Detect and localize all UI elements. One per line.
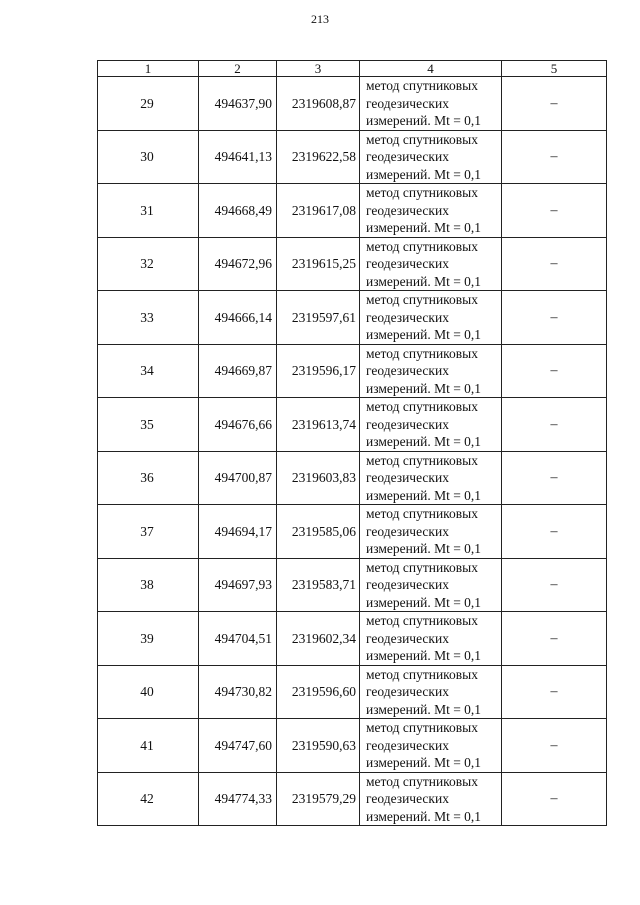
method-cell [360,237,502,291]
method-cell [360,77,502,131]
method-line: геодезических [366,256,449,271]
point-number-cell: 38 [98,558,199,612]
method-line: измерений. Mt = 0,1 [366,648,482,663]
method-line: геодезических [366,470,449,485]
point-number-cell: 29 [98,77,199,131]
point-number-cell: 40 [98,665,199,719]
method-line: измерений. Mt = 0,1 [366,594,482,610]
coordinate-y-cell: 2319617,08 [277,184,360,238]
coordinate-y-cell: 2319590,63 [277,719,360,773]
method-line: измерений. Mt = 0,1 [366,808,482,824]
method-line: метод спутниковых [366,452,478,468]
method-line: геодезических [366,577,449,592]
coordinate-x-cell: 494774,33 [199,772,277,826]
note-cell: – [502,558,607,612]
note-cell: – [502,237,607,291]
method-line: измерений. Mt = 0,1 [366,113,482,128]
method-line: измерений. Mt = 0,1 [366,541,482,556]
method-line: измерений. Mt = 0,1 [366,434,482,449]
note-cell: – [502,291,607,345]
table-row [98,184,607,238]
note-cell: – [502,344,607,398]
method-line: измерений. Mt = 0,1 [366,220,482,235]
method-cell [360,451,502,505]
coordinate-y-cell: 2319583,71 [277,558,360,612]
point-number-cell: 30 [98,130,199,184]
method-line: метод спутниковых [366,131,478,147]
table-row [98,612,607,666]
coordinate-x-cell: 494637,90 [199,77,277,131]
point-number-cell: 39 [98,612,199,666]
note-cell: – [502,612,607,666]
method-line: метод спутниковых [366,399,478,414]
note-cell: – [502,665,607,719]
method-line: измерений. Mt = 0,1 [366,166,482,182]
note-cell: – [502,77,607,131]
coordinate-x-cell: 494666,14 [199,291,277,345]
method-cell [360,719,502,773]
method-line: метод спутниковых [366,345,478,361]
note-cell: – [502,184,607,238]
table-row [98,505,607,559]
coordinate-y-cell: 2319615,25 [277,237,360,291]
method-line: геодезических [366,149,449,164]
header-cell-4: 4 [360,61,502,77]
method-cell [360,612,502,666]
coordinate-y-cell: 2319597,61 [277,291,360,345]
method-cell [360,184,502,238]
method-line: метод спутниковых [366,238,478,254]
coordinate-x-cell: 494700,87 [199,451,277,505]
page-number: 213 [311,12,329,26]
table-row [98,344,607,398]
coordinate-x-cell: 494641,13 [199,130,277,184]
note-cell: – [502,130,607,184]
method-line: метод спутниковых [366,666,478,682]
coordinate-y-cell: 2319602,34 [277,612,360,666]
method-line: метод спутниковых [366,78,478,93]
table-row [98,719,607,773]
method-line: геодезических [366,737,449,753]
method-line: метод спутниковых [366,559,478,575]
method-line: измерений. Mt = 0,1 [366,380,482,396]
coordinate-x-cell: 494704,51 [199,612,277,666]
note-cell: – [502,398,607,452]
coordinate-y-cell: 2319579,29 [277,772,360,826]
method-line: измерений. Mt = 0,1 [366,755,482,770]
point-number-cell: 32 [98,237,199,291]
method-cell [360,130,502,184]
coordinate-y-cell: 2319585,06 [277,505,360,559]
header-cell-3: 3 [277,61,360,77]
method-line: геодезических [366,630,449,646]
coordinate-x-cell: 494676,66 [199,398,277,452]
note-cell: – [502,772,607,826]
coordinate-y-cell: 2319596,17 [277,344,360,398]
method-line: геодезических [366,416,449,432]
table-row [98,77,607,131]
method-cell [360,665,502,719]
header-cell-2: 2 [199,61,277,77]
coordinates-table [97,60,607,826]
coordinate-x-cell: 494697,93 [199,558,277,612]
method-cell [360,398,502,452]
method-line: геодезических [366,202,449,218]
table-row [98,772,607,826]
coordinate-x-cell: 494730,82 [199,665,277,719]
method-line: геодезических [366,523,449,539]
method-line: метод спутниковых [366,773,478,789]
coordinate-x-cell: 494672,96 [199,237,277,291]
method-line: геодезических [366,791,449,806]
method-line: геодезических [366,95,449,111]
coordinate-y-cell: 2319622,58 [277,130,360,184]
method-cell [360,344,502,398]
method-line: геодезических [366,684,449,699]
method-cell [360,505,502,559]
header-cell-5: 5 [502,61,607,77]
table-body [98,61,607,826]
coordinate-x-cell: 494694,17 [199,505,277,559]
method-cell [360,772,502,826]
point-number-cell: 37 [98,505,199,559]
method-cell [360,291,502,345]
point-number-cell: 31 [98,184,199,238]
method-line: измерений. Mt = 0,1 [366,327,482,342]
method-line: метод спутниковых [366,506,478,521]
point-number-cell: 41 [98,719,199,773]
note-cell: – [502,719,607,773]
method-line: измерений. Mt = 0,1 [366,487,482,503]
coordinate-x-cell: 494669,87 [199,344,277,398]
point-number-cell: 35 [98,398,199,452]
note-cell: – [502,505,607,559]
table-row [98,130,607,184]
coordinate-y-cell: 2319613,74 [277,398,360,452]
coordinate-x-cell: 494747,60 [199,719,277,773]
table-row [98,398,607,452]
table-row [98,291,607,345]
method-cell [360,558,502,612]
method-line: геодезических [366,363,449,378]
point-number-cell: 42 [98,772,199,826]
coordinate-y-cell: 2319608,87 [277,77,360,131]
table-row [98,665,607,719]
point-number-cell: 34 [98,344,199,398]
method-line: метод спутниковых [366,292,478,307]
method-line: метод спутниковых [366,720,478,735]
table-row [98,451,607,505]
coordinate-y-cell: 2319596,60 [277,665,360,719]
table-row [98,237,607,291]
note-cell: – [502,451,607,505]
point-number-cell: 33 [98,291,199,345]
coordinate-y-cell: 2319603,83 [277,451,360,505]
method-line: геодезических [366,309,449,325]
table-row [98,558,607,612]
method-line: метод спутниковых [366,185,478,200]
method-line: метод спутниковых [366,613,478,628]
table-header-row [98,61,607,77]
header-cell-1: 1 [98,61,199,77]
method-line: измерений. Mt = 0,1 [366,273,482,289]
method-line: измерений. Mt = 0,1 [366,701,482,717]
coordinate-x-cell: 494668,49 [199,184,277,238]
point-number-cell: 36 [98,451,199,505]
